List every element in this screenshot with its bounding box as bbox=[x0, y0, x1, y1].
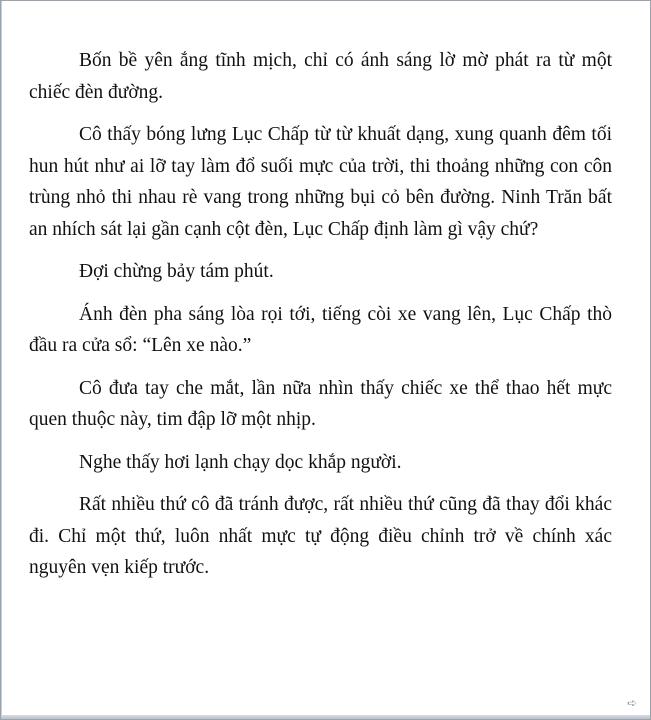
paragraph-1: Bốn bề yên ắng tĩnh mịch, chỉ có ánh sáng lờ mờ phát ra từ một chiếc đèn đường. bbox=[29, 50, 612, 103]
paragraph-2: Cô thấy bóng lưng Lục Chấp từ từ khuất dạng, xung quanh đêm tối hun hút như ai lỡ tay làm đổ suối mực của trời, thi thoảng những con côn trùng nhỏ thi nhau rè vang trong những bụi cỏ bên đường. Ninh Trăn bất an nhích sát lại gần cạnh cột đèn, Lục Chấp định làm gì vậy chứ? bbox=[29, 124, 612, 240]
next-page-arrow-icon[interactable]: ➪ bbox=[626, 696, 638, 710]
paragraph-5: Cô đưa tay che mắt, lần nữa nhìn thấy chiếc xe thể thao hết mực quen thuộc này, tim đập lỡ một nhịp. bbox=[29, 377, 612, 430]
paragraph-6: Nghe thấy hơi lạnh chạy dọc khắp người. bbox=[79, 451, 402, 473]
document-page bbox=[29, 45, 612, 595]
paragraph-7: Rất nhiều thứ cô đã tránh được, rất nhiều thứ cũng đã thay đổi khác đi. Chỉ một thứ, luôn nhất mực tự động điều chỉnh trở về chính xác nguyên vẹn kiếp trước. bbox=[29, 494, 612, 578]
paragraph-4: Ánh đèn pha sáng lòa rọi tới, tiếng còi xe vang lên, Lục Chấp thò đầu ra cửa sổ: “Lên xe nào.” bbox=[29, 303, 612, 356]
paragraph-3: Đợi chừng bảy tám phút. bbox=[79, 261, 274, 282]
